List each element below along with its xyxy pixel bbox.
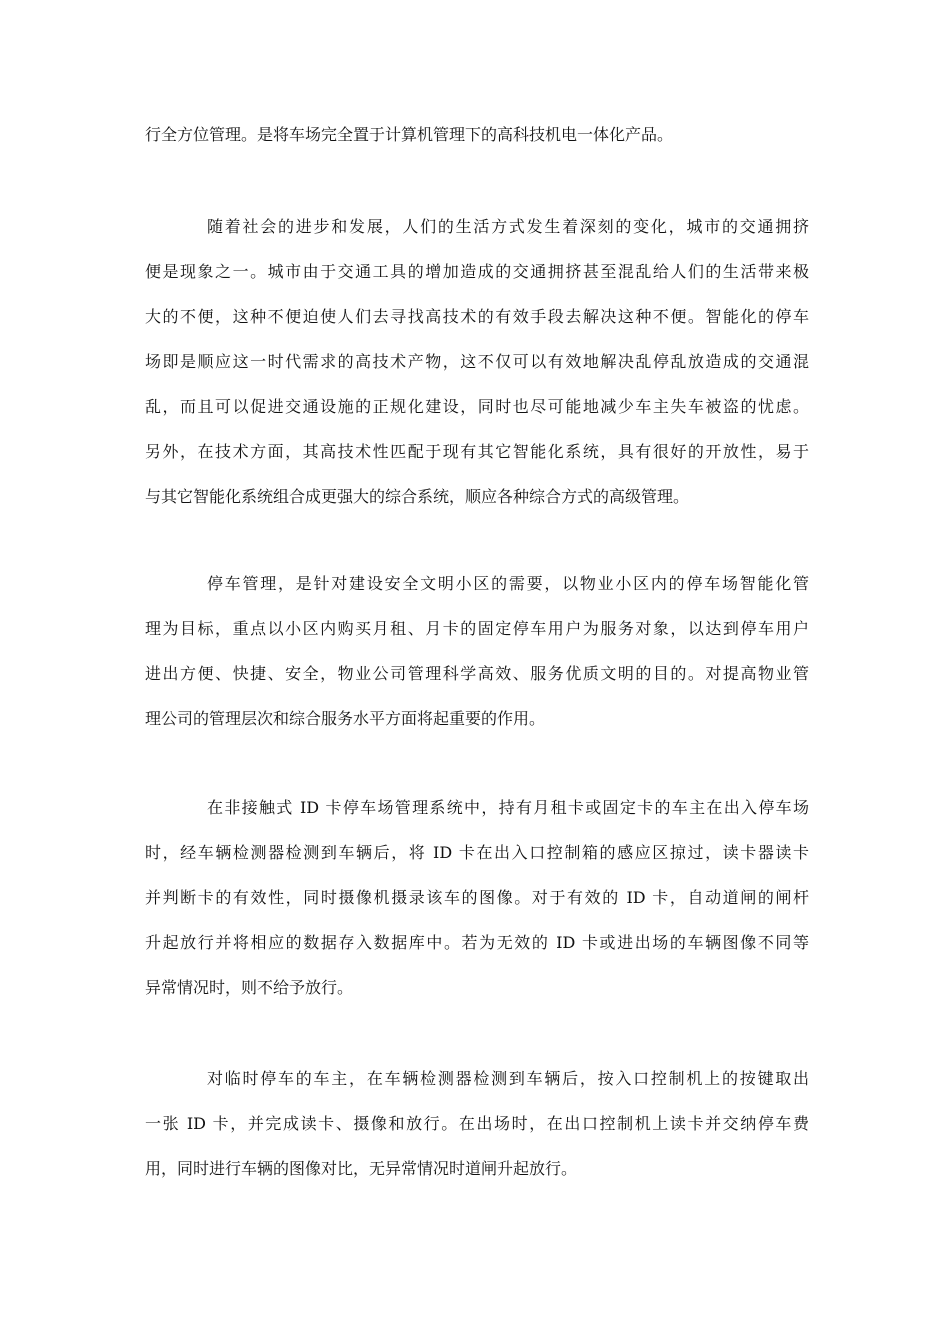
paragraph-2-line-3: 大的不便，这种不便迫使人们去寻找高技术的有效手段去解决这种不便。智能化的停车 [145, 307, 809, 326]
paragraph-3-line-3: 进出方便、快捷、安全，物业公司管理科学高效、服务优质文明的目的。对提高物业管 [145, 664, 809, 683]
paragraph-2-line-7: 与其它智能化系统组合成更强大的综合系统，顺应各种综合方式的高级管理。 [145, 487, 690, 506]
paragraph-4-line-1: 在非接触式 ID 卡停车场管理系统中，持有月租卡或固定卡的车主在出入停车场 [207, 798, 809, 817]
paragraph-3-line-2: 理为目标，重点以小区内购买月租、月卡的固定停车用户为服务对象，以达到停车用户 [145, 619, 809, 638]
paragraph-2-line-2: 便是现象之一。城市由于交通工具的增加造成的交通拥挤甚至混乱给人们的生活带来极 [145, 262, 809, 281]
paragraph-1-line-1: 行全方位管理。是将车场完全置于计算机管理下的高科技机电一体化产品。 [145, 125, 674, 144]
paragraph-5-line-2: 一张 ID 卡，并完成读卡、摄像和放行。在出场时，在出口控制机上读卡并交纳停车费 [145, 1114, 809, 1133]
paragraph-4-line-3: 并判断卡的有效性，同时摄像机摄录该车的图像。对于有效的 ID 卡，自动道闸的闸杆 [145, 888, 809, 907]
paragraph-4-line-2: 时，经车辆检测器检测到车辆后，将 ID 卡在出入口控制箱的感应区掠过，读卡器读卡 [145, 843, 809, 862]
paragraph-4-line-5: 异常情况时，则不给予放行。 [145, 978, 354, 997]
paragraph-3-line-1: 停车管理，是针对建设安全文明小区的需要，以物业小区内的停车场智能化管 [207, 574, 809, 593]
paragraph-2-line-4: 场即是顺应这一时代需求的高技术产物，这不仅可以有效地解决乱停乱放造成的交通混 [145, 352, 809, 371]
paragraph-2-line-5: 乱，而且可以促进交通设施的正规化建设，同时也尽可能地减少车主失车被盗的忧虑。 [145, 397, 809, 416]
paragraph-3-line-4: 理公司的管理层次和综合服务水平方面将起重要的作用。 [145, 709, 546, 728]
paragraph-2-line-1: 随着社会的进步和发展，人们的生活方式发生着深刻的变化，城市的交通拥挤 [207, 217, 809, 236]
paragraph-4-line-4: 升起放行并将相应的数据存入数据库中。若为无效的 ID 卡或进出场的车辆图像不同等 [145, 933, 809, 952]
paragraph-2-line-6: 另外，在技术方面，其高技术性匹配于现有其它智能化系统，具有很好的开放性，易于 [145, 442, 809, 461]
paragraph-5-line-1: 对临时停车的车主，在车辆检测器检测到车辆后，按入口控制机上的按键取出 [207, 1069, 809, 1088]
paragraph-5-line-3: 用，同时进行车辆的图像对比，无异常情况时道闸升起放行。 [145, 1159, 578, 1178]
